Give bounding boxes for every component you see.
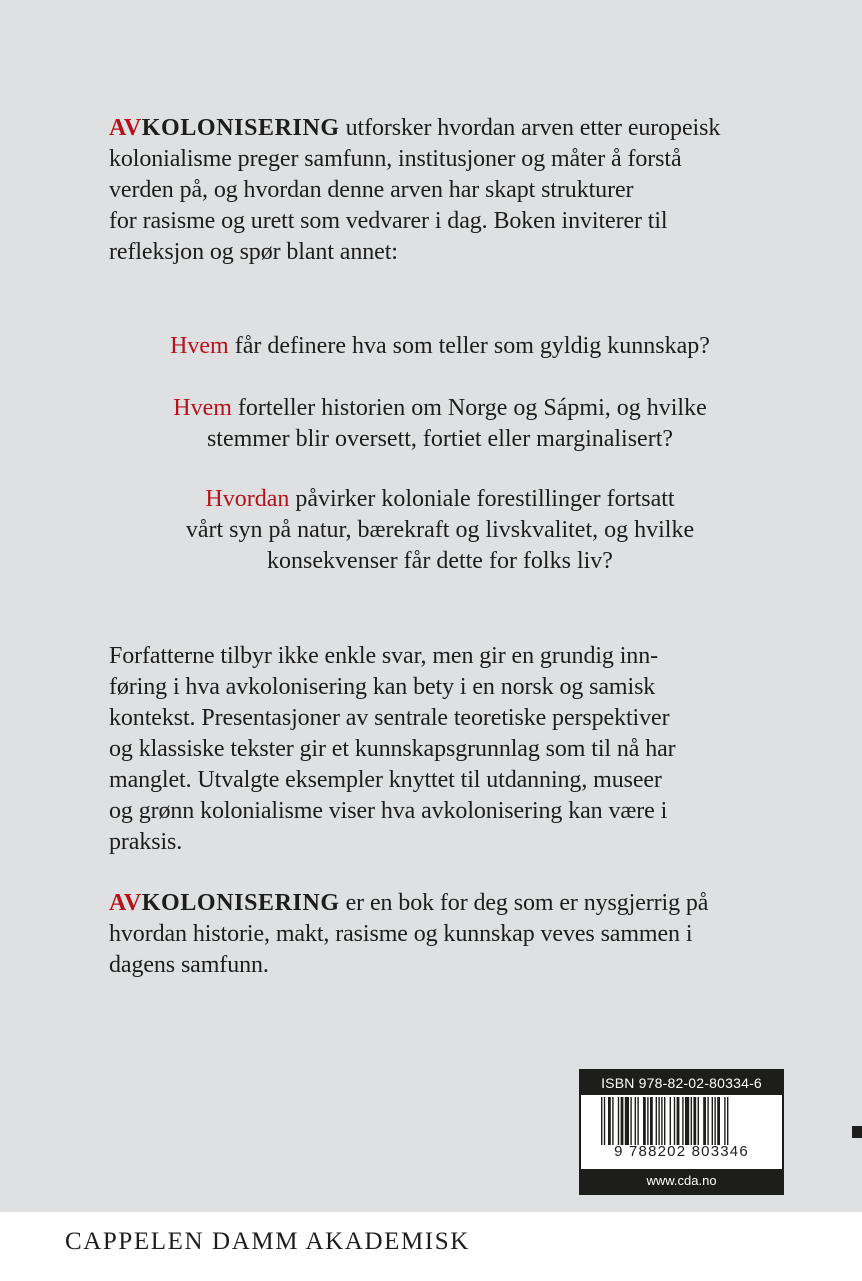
closing-brand-av: AV [109, 890, 142, 916]
barcode-bar [625, 1097, 629, 1145]
intro-paragraph [109, 113, 769, 268]
barcode-bar [691, 1097, 692, 1145]
question-2-text: forteller historien om Norge og Sápmi, og hvilke [231, 395, 707, 421]
question-3-line-1 [100, 484, 780, 515]
barcode-bar [727, 1097, 728, 1145]
intro-line-2: kolonialisme preger samfunn, institusjoner og måter å forstå [109, 146, 682, 172]
barcode-bar [630, 1097, 631, 1145]
barcode-bar [618, 1097, 619, 1145]
barcode-bar [703, 1097, 706, 1145]
barcode-bar [717, 1097, 720, 1145]
barcode-bar [656, 1097, 657, 1145]
barcode-bar [608, 1097, 611, 1145]
edge-mark [852, 1126, 862, 1138]
barcode-bar [693, 1097, 696, 1145]
isbn-barcode [579, 1069, 784, 1195]
barcode-bar [674, 1097, 675, 1145]
barcode-bar [601, 1097, 602, 1145]
barcode-bar [658, 1097, 659, 1145]
barcode-bar [604, 1097, 605, 1145]
barcode-bar [612, 1097, 613, 1145]
question-3-line-3: konsekvenser får dette for folks liv? [267, 548, 613, 574]
barcode-bar [643, 1097, 646, 1145]
question-2-keyword: Hvem [173, 395, 232, 421]
body-line-5: manglet. Utvalgte eksempler knyttet til utdanning, museer [109, 767, 662, 793]
title-brand-av: AV [109, 115, 142, 141]
question-1-text: får definere hva som teller som gyldig kunnskap? [228, 333, 710, 359]
barcode-bar [714, 1097, 715, 1145]
barcode-digits: 9 788202 803346 [614, 1143, 749, 1160]
barcode-bar [682, 1097, 683, 1145]
publisher-logo: CAPPELEN DAMM AKADEMISK [65, 1228, 470, 1255]
intro-line-3: verden på, og hvordan denne arven har skapt strukturer [109, 177, 634, 203]
barcode-bar [635, 1097, 636, 1145]
barcode-bar [707, 1097, 708, 1145]
title-brand [109, 115, 340, 141]
question-1 [100, 331, 780, 362]
barcode-graphic [601, 1097, 762, 1145]
barcode-bar [637, 1097, 638, 1145]
barcode-bar [698, 1097, 699, 1145]
closing-line-1-text: er en bok for deg som er nysgjerrig på [339, 890, 709, 916]
body-line-1: Forfatterne tilbyr ikke enkle svar, men gir en grundig inn- [109, 643, 658, 669]
question-2 [100, 393, 780, 455]
question-3 [100, 484, 780, 577]
intro-line-1 [109, 113, 769, 144]
barcode-bar [661, 1097, 662, 1145]
isbn-label: ISBN 978-82-02-80334-6 [581, 1071, 782, 1095]
question-1-keyword: Hvem [170, 333, 229, 359]
question-1-line-1 [100, 331, 780, 362]
closing-line-1 [109, 888, 769, 919]
closing-brand-rest: KOLONISERING [141, 890, 340, 916]
barcode-bar [712, 1097, 713, 1145]
barcode-bar [621, 1097, 624, 1145]
closing-line-3: dagens samfunn. [109, 952, 269, 978]
question-3-line-2: vårt syn på natur, bærekraft og livskvalitet, og hvilke [185, 517, 695, 543]
body-line-6: og grønn kolonialisme viser hva avkolonisering kan være i [109, 798, 668, 824]
closing-brand [109, 890, 340, 916]
closing-paragraph [109, 888, 769, 981]
question-2-line-1 [100, 393, 780, 424]
barcode-bar [724, 1097, 725, 1145]
intro-line-5: refleksjon og spør blant annet: [109, 239, 398, 265]
closing-line-2: hvordan historie, makt, rasisme og kunnskap veves sammen i [109, 921, 693, 947]
body-line-2: føring i hva avkolonisering kan bety i en norsk og samisk [109, 674, 656, 700]
barcode-bar [647, 1097, 648, 1145]
body-line-4: og klassiske tekster gir et kunnskapsgrunnlag som til nå har [109, 736, 676, 762]
intro-line-4: for rasisme og urett som vedvarer i dag. Boken inviterer til [109, 208, 668, 234]
question-3-keyword: Hvordan [205, 486, 290, 512]
publisher-footer [0, 1212, 862, 1281]
barcode-bar [650, 1097, 653, 1145]
intro-line-1-text: utforsker hvordan arven etter europeisk [339, 115, 721, 141]
body-paragraph [109, 641, 769, 858]
body-line-7: praksis. [109, 829, 183, 855]
website: www.cda.no [581, 1169, 782, 1193]
question-3-text: påvirker koloniale forestillinger fortsatt [289, 486, 675, 512]
title-brand-rest: KOLONISERING [141, 115, 340, 141]
barcode-bar [685, 1097, 689, 1145]
barcode-bar [670, 1097, 671, 1145]
question-2-line-2: stemmer blir oversett, fortiet eller marginalisert? [206, 426, 674, 452]
body-line-3: kontekst. Presentasjoner av sentrale teoretiske perspektiver [109, 705, 670, 731]
barcode-bar [664, 1097, 665, 1145]
barcode-bar [677, 1097, 680, 1145]
